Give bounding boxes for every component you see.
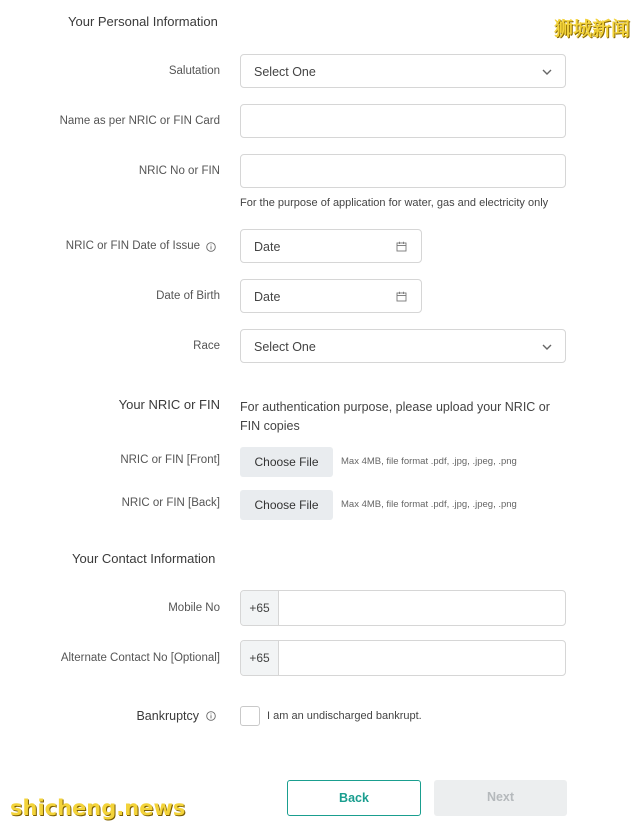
choose-file-front-button[interactable]: Choose File xyxy=(240,447,333,477)
next-button[interactable]: Next xyxy=(434,780,567,816)
file-hint-front: Max 4MB, file format .pdf, .jpg, .jpeg, .png xyxy=(341,456,517,467)
race-select[interactable] xyxy=(240,329,566,363)
chevron-down-icon xyxy=(541,341,553,353)
bankruptcy-checkbox[interactable] xyxy=(240,706,260,726)
nric-back-label: NRIC or FIN [Back] xyxy=(121,497,220,509)
info-icon[interactable] xyxy=(206,242,216,252)
calendar-icon xyxy=(396,291,407,302)
issue-date-placeholder: Date xyxy=(254,240,281,254)
nric-label: NRIC No or FIN xyxy=(138,165,220,177)
salutation-value: Select One xyxy=(254,65,316,79)
name-label: Name as per NRIC or FIN Card xyxy=(59,115,220,127)
race-label: Race xyxy=(193,340,220,352)
mobile-prefix: +65 xyxy=(241,591,279,625)
dob-label: Date of Birth xyxy=(156,290,220,302)
contact-info-title: Your Contact Information xyxy=(72,551,216,566)
chevron-down-icon xyxy=(541,66,553,78)
alt-contact-label: Alternate Contact No [Optional] xyxy=(60,652,220,664)
mobile-input[interactable] xyxy=(240,590,566,626)
info-icon[interactable] xyxy=(206,711,216,721)
alt-contact-input[interactable] xyxy=(240,640,566,676)
name-input[interactable] xyxy=(240,104,566,138)
issue-date-label: NRIC or FIN Date of Issue xyxy=(65,240,200,252)
nric-input[interactable] xyxy=(240,154,566,188)
choose-file-back-button[interactable]: Choose File xyxy=(240,490,333,520)
watermark-en: shicheng.news xyxy=(10,796,186,820)
nric-upload-description: For authentication purpose, please upload your NRIC or FIN copies xyxy=(240,400,550,433)
nric-hint: For the purpose of application for water, gas and electricity only xyxy=(240,197,549,209)
dob-placeholder: Date xyxy=(254,290,281,304)
nric-front-label: NRIC or FIN [Front] xyxy=(120,454,220,466)
salutation-label: Salutation xyxy=(168,65,220,77)
personal-info-title: Your Personal Information xyxy=(68,14,218,29)
race-value: Select One xyxy=(254,340,316,354)
salutation-select[interactable] xyxy=(240,54,566,88)
issue-date-input[interactable] xyxy=(240,229,422,263)
nric-upload-title: Your NRIC or FIN xyxy=(118,397,220,412)
bankruptcy-label: Bankruptcy xyxy=(136,709,199,723)
alt-contact-prefix: +65 xyxy=(241,641,279,675)
calendar-icon xyxy=(396,241,407,252)
dob-input[interactable] xyxy=(240,279,422,313)
file-hint-back: Max 4MB, file format .pdf, .jpg, .jpeg, .png xyxy=(341,499,517,510)
back-button[interactable]: Back xyxy=(287,780,421,816)
watermark-cn: 狮城新闻 xyxy=(553,18,630,40)
bankruptcy-checkbox-label[interactable]: I am an undischarged bankrupt. xyxy=(267,710,422,722)
mobile-label: Mobile No xyxy=(168,602,220,614)
